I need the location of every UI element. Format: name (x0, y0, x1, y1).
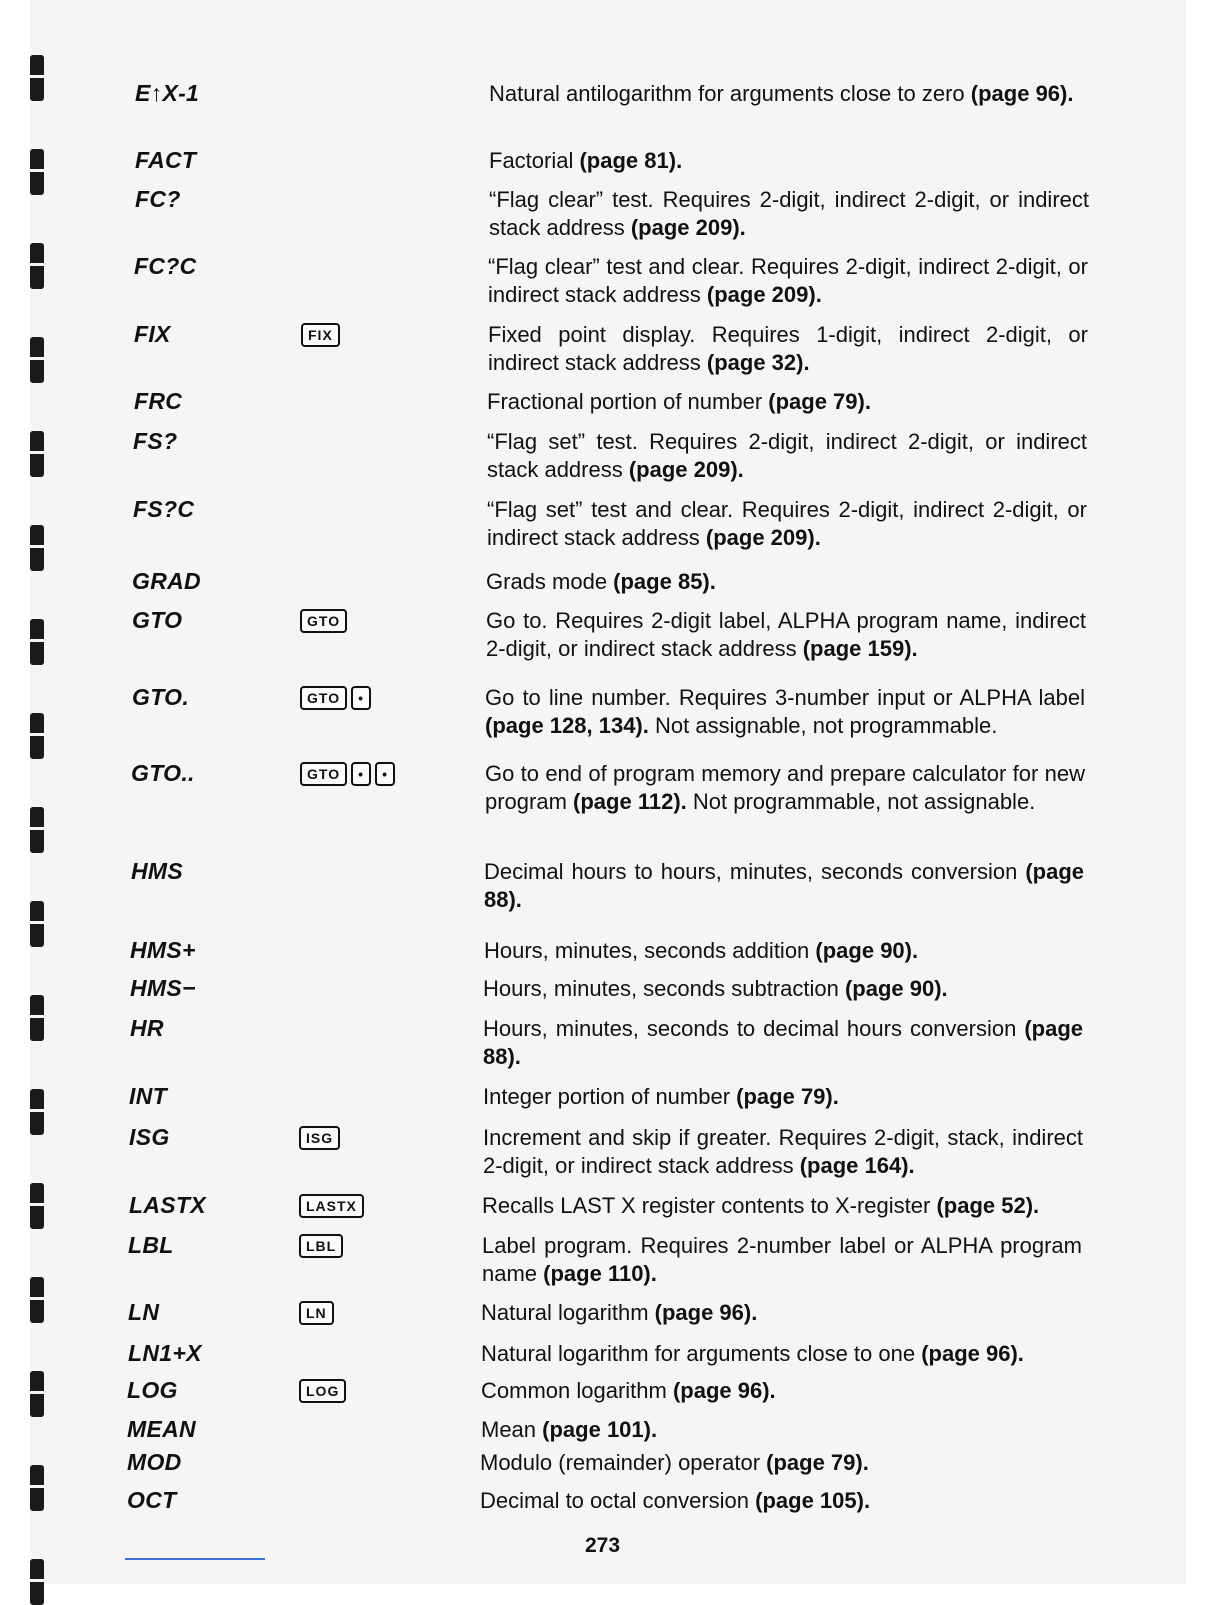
description-text: Natural antilogarithm for arguments close to zero (489, 81, 971, 106)
key-sequence (300, 609, 347, 633)
page-reference: (page 105). (755, 1488, 871, 1513)
dot-key-icon: • (375, 762, 395, 786)
description-note: Not programmable, not assignable. (686, 789, 1036, 814)
description-text: Hours, minutes, seconds addition (484, 938, 816, 963)
binding-ring (30, 337, 44, 383)
function-name: GTO. (132, 684, 190, 710)
function-name: E↑X-1 (135, 80, 200, 106)
key-sequence (300, 686, 371, 710)
function-name: HMS− (130, 975, 196, 1001)
description-text: “Flag set” test. Requires 2-digit, indirect 2-digit, or indirect stack address (487, 429, 1087, 482)
binding-ring (30, 525, 44, 571)
page-reference: (page 52). (936, 1193, 1040, 1218)
page-number: 273 (585, 1534, 621, 1557)
description-text: Recalls LAST X register contents to X-register (482, 1193, 937, 1218)
description-text: Modulo (remainder) operator (480, 1450, 767, 1475)
description-text: Increment and skip if greater. Requires 2-digit, stack, indirect 2-digit, or indirect stack address (483, 1125, 1083, 1178)
function-description (483, 1083, 1083, 1111)
description-text: Factorial (489, 148, 580, 173)
binding-ring (30, 807, 44, 853)
page-reference: (page 209). (706, 282, 822, 307)
function-description (489, 147, 1089, 175)
function-description (481, 1377, 1081, 1405)
function-name: FC?C (134, 253, 197, 279)
key-sequence (299, 1126, 340, 1150)
binding-ring (30, 901, 44, 947)
page-reference: (page 90). (844, 976, 948, 1001)
function-name: LOG (127, 1377, 178, 1403)
description-text: Fractional portion of number (487, 389, 769, 414)
log-key-icon: LOG (299, 1379, 346, 1403)
gto-key-icon: GTO (300, 762, 347, 786)
description-text: Go to line number. Requires 3-number input or ALPHA label (485, 685, 1085, 710)
function-description (483, 1124, 1083, 1180)
page-reference: (page 209). (628, 457, 744, 482)
function-description (481, 1299, 1081, 1327)
function-description (483, 975, 1083, 1003)
description-text: Go to. Requires 2-digit label, ALPHA program name, indirect 2-digit, or indirect stack address (486, 608, 1086, 661)
binding-ring (30, 1371, 44, 1417)
binding-ring (30, 1465, 44, 1511)
description-note: Not assignable, not programmable. (648, 713, 998, 738)
function-description (483, 1015, 1083, 1071)
page-reference: (page 128, 134). (485, 713, 649, 738)
binding-ring (30, 995, 44, 1041)
key-sequence (301, 323, 340, 347)
footer-rule (125, 1558, 265, 1560)
function-name: GTO (132, 607, 183, 633)
function-name: HMS+ (130, 937, 196, 963)
page-reference: (page 32). (706, 350, 810, 375)
key-sequence (299, 1194, 364, 1218)
binding-ring (30, 243, 44, 289)
binding-ring (30, 713, 44, 759)
page-reference: (page 79). (736, 1084, 839, 1109)
binding-ring (30, 1089, 44, 1135)
page-reference: (page 90). (815, 938, 919, 963)
function-name: LN (128, 1299, 160, 1325)
page-reference: (page 209). (630, 215, 746, 240)
function-description (487, 428, 1087, 484)
description-text: Fixed point display. Requires 1-digit, indirect 2-digit, or indirect stack address (488, 322, 1088, 375)
function-name: GTO.. (131, 760, 195, 786)
description-text: Common logarithm (481, 1378, 673, 1403)
lbl-key-icon: LBL (299, 1234, 343, 1258)
function-description (489, 80, 1089, 108)
page-reference: (page 96). (921, 1341, 1024, 1366)
key-sequence (300, 762, 395, 786)
page-reference: (page 96). (672, 1378, 776, 1403)
function-name: LASTX (129, 1192, 206, 1218)
page-reference: (page 96). (654, 1300, 758, 1325)
lastx-key-icon: LASTX (299, 1194, 364, 1218)
page-reference: (page 209). (705, 525, 821, 550)
function-name: MEAN (127, 1416, 196, 1442)
gto-key-icon: GTO (300, 609, 347, 633)
key-sequence (299, 1301, 334, 1325)
function-name: FACT (135, 147, 197, 173)
dot-key-icon: • (351, 686, 371, 710)
gto-key-icon: GTO (300, 686, 347, 710)
page-reference: (page 159). (802, 636, 918, 661)
function-description (481, 1340, 1081, 1368)
page-reference: (page 85). (613, 569, 716, 594)
function-description (486, 568, 1086, 596)
function-description (486, 607, 1086, 663)
spiral-binding (30, 0, 46, 1584)
description-text: Natural logarithm for arguments close to one (481, 1341, 922, 1366)
page-reference: (page 88). (483, 1016, 1083, 1069)
description-text: Hours, minutes, seconds subtraction (483, 976, 845, 1001)
binding-ring (30, 619, 44, 665)
page-reference: (page 112). (573, 789, 687, 814)
page-reference: (page 164). (799, 1153, 915, 1178)
function-description (487, 496, 1087, 552)
function-description (485, 684, 1085, 740)
function-name: FS?C (133, 496, 195, 522)
description-text: Integer portion of number (483, 1084, 737, 1109)
function-name: LBL (128, 1232, 174, 1258)
function-name: HMS (131, 858, 184, 884)
function-description (487, 388, 1087, 416)
description-text: Grads mode (486, 569, 614, 594)
function-description (481, 1416, 1081, 1444)
left-gutter (0, 0, 30, 1584)
function-name: HR (130, 1015, 164, 1041)
page-reference: (page 96). (970, 81, 1074, 106)
page-reference: (page 101). (542, 1417, 658, 1442)
function-name: LN1+X (128, 1340, 202, 1366)
binding-ring (30, 1559, 44, 1605)
function-name: GRAD (132, 568, 201, 594)
binding-ring (30, 431, 44, 477)
binding-ring (30, 149, 44, 195)
page-reference: (page 79). (766, 1450, 869, 1475)
page-reference: (page 79). (768, 389, 871, 414)
page-reference: (page 88). (484, 859, 1084, 912)
description-text: Mean (481, 1417, 543, 1442)
binding-ring (30, 1277, 44, 1323)
function-description (484, 858, 1084, 914)
description-text: “Flag clear” test and clear. Requires 2-digit, indirect 2-digit, or indirect stack address (488, 254, 1088, 307)
function-description (482, 1232, 1082, 1288)
page-reference: (page 81). (579, 148, 683, 173)
function-name: ISG (129, 1124, 170, 1150)
description-text: Decimal to octal conversion (480, 1488, 756, 1513)
binding-ring (30, 55, 44, 101)
isg-key-icon: ISG (299, 1126, 340, 1150)
description-text: Go to end of program memory and prepare calculator for new program (485, 761, 1085, 814)
function-name: FC? (135, 186, 181, 212)
description-text: Decimal hours to hours, minutes, seconds conversion (484, 859, 1026, 884)
function-name: FRC (134, 388, 183, 414)
ln-key-icon: LN (299, 1301, 334, 1325)
function-description (480, 1449, 1080, 1477)
function-description (482, 1192, 1082, 1220)
function-name: FS? (133, 428, 178, 454)
key-sequence (299, 1379, 346, 1403)
function-description (484, 937, 1084, 965)
description-text: Label program. Requires 2-number label or ALPHA program name (482, 1233, 1082, 1286)
function-description (488, 253, 1088, 309)
function-description (485, 760, 1085, 816)
binding-ring (30, 1183, 44, 1229)
key-sequence (299, 1234, 343, 1258)
dot-key-icon: • (351, 762, 371, 786)
function-name: OCT (127, 1487, 177, 1513)
function-description (488, 321, 1088, 377)
description-text: “Flag set” test and clear. Requires 2-digit, indirect 2-digit, or indirect stack address (487, 497, 1087, 550)
fix-key-icon: FIX (301, 323, 340, 347)
page-reference: (page 110). (543, 1261, 657, 1286)
function-description (480, 1487, 1080, 1515)
function-name: MOD (127, 1449, 182, 1475)
function-name: INT (129, 1083, 167, 1109)
description-text: Natural logarithm (481, 1300, 655, 1325)
function-description (489, 186, 1089, 242)
description-text: “Flag clear” test. Requires 2-digit, indirect 2-digit, or indirect stack address (489, 187, 1089, 240)
description-text: Hours, minutes, seconds to decimal hours conversion (483, 1016, 1025, 1041)
function-name: FIX (134, 321, 171, 347)
